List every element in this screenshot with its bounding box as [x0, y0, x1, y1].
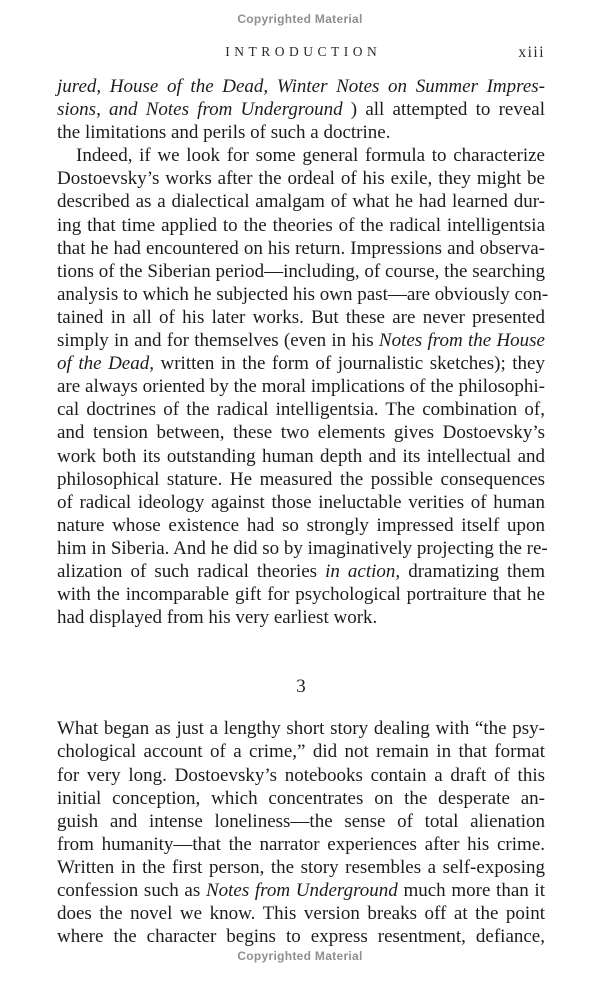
text-run: What began as just a lengthy short story dealing with “the psy-	[57, 718, 545, 740]
text-line	[57, 787, 545, 810]
chapter-title: INTRODUCTION	[225, 44, 382, 59]
text-line	[57, 514, 545, 537]
text-line	[57, 902, 545, 925]
text-run: chological account of a crime,” did not remain in that format	[57, 741, 545, 763]
copyright-notice-top: Copyrighted Material	[237, 12, 363, 26]
text-run: nature whose existence had so strongly impressed itself upon	[57, 514, 545, 536]
text-run: him in Siberia. And he did so by imaginatively projecting the re-	[57, 537, 548, 559]
section-number: 3	[296, 676, 306, 698]
text-line	[57, 283, 549, 306]
paragraph	[57, 717, 545, 948]
text-run: philosophical stature. He measured the possible consequences	[57, 468, 545, 490]
text-run: Written in the first person, the story resembles a self-exposing	[57, 856, 545, 878]
text-run: guish and intense loneliness—the sense of total alienation	[57, 810, 545, 832]
text-run: described as a dialectical amalgam of what he had learned dur-	[57, 191, 545, 213]
text-line	[57, 190, 545, 213]
text-run: of radical ideology against those ineluctable verities of human	[57, 491, 545, 513]
text-run: tions of the Siberian period—including, of course, the searching	[57, 260, 545, 282]
text-run: dramatizing them	[400, 560, 545, 582]
text-line	[57, 740, 545, 763]
text-run: with the incomparable gift for psychological portraiture that he	[57, 584, 545, 606]
text-line	[57, 121, 545, 144]
page-number: xiii	[518, 44, 545, 61]
text-run: ) all attempted to reveal	[342, 99, 545, 121]
text-line	[57, 764, 545, 787]
text-run: Indeed, if we look for some general formula to characterize	[76, 145, 545, 167]
text-run: the limitations and perils of such a doctrine.	[57, 122, 391, 144]
text-line	[57, 717, 545, 740]
text-line	[57, 306, 545, 329]
text-line	[57, 925, 545, 948]
text-run: tained in all of his later works. But these are never presented	[57, 306, 545, 328]
text-line	[57, 375, 545, 398]
paragraph	[57, 75, 545, 144]
text-run: confession such as	[57, 880, 206, 901]
text-run: initial conception, which concentrates on the desperate an-	[57, 787, 545, 809]
text-run: ing that time applied to the theories of the radical intelligentsia	[57, 214, 545, 236]
text-line	[57, 75, 545, 98]
text-line	[57, 98, 545, 121]
text-run: that he had encountered on his return. Impressions and observa-	[57, 237, 545, 259]
text-line	[57, 445, 545, 468]
text-line	[57, 144, 545, 167]
italic-text-run: of the Dead,	[57, 353, 154, 375]
italic-text-run: jured, House of the Dead, Winter Notes on Summer Impres-	[57, 76, 545, 97]
text-line	[57, 398, 545, 421]
text-run: cal doctrines of the radical intelligentsia. The combination of,	[57, 399, 545, 421]
text-line	[57, 810, 545, 833]
text-run: alization of such radical theories	[57, 560, 326, 582]
text-run: had displayed from his very earliest work.	[57, 607, 378, 629]
text-line	[57, 537, 548, 560]
text-line	[57, 260, 545, 283]
text-run: and tension between, these two elements gives Dostoevsky’s	[57, 422, 545, 444]
text-line	[57, 833, 545, 856]
text-line	[57, 214, 545, 237]
text-run: written in the form of journalistic sketches); they	[153, 353, 545, 375]
text-run: work both its outstanding human depth and its intellectual and	[57, 445, 545, 467]
text-run: analysis to which he subjected his own past—are obviously con-	[57, 283, 549, 305]
italic-text-run: in action,	[325, 560, 401, 582]
text-run: does the novel we know. This version breaks off at the point	[57, 903, 545, 925]
text-line	[57, 352, 545, 375]
text-line	[57, 606, 545, 629]
text-line	[57, 167, 545, 190]
text-run: for very long. Dostoevsky’s notebooks contain a draft of this	[57, 764, 545, 786]
text-run: much more than it	[397, 880, 545, 901]
body-text	[57, 75, 549, 948]
text-line	[57, 560, 545, 583]
text-line	[57, 856, 545, 879]
text-line	[57, 421, 545, 444]
italic-text-run: sions, and Notes from Underground	[57, 99, 343, 121]
text-line	[57, 879, 545, 902]
text-line	[57, 329, 545, 352]
text-run: from humanity—that the narrator experiences after his crime.	[57, 833, 545, 855]
running-head	[57, 44, 545, 64]
copyright-notice-bottom: Copyrighted Material	[237, 949, 363, 963]
paragraph	[57, 144, 549, 629]
text-run: Dostoevsky’s works after the ordeal of his exile, they might be	[57, 168, 545, 190]
italic-text-run: Notes from the House	[378, 330, 545, 352]
text-run: where the character begins to express resentment, defiance,	[57, 926, 545, 948]
text-run: are always oriented by the moral implications of the philosophi-	[57, 376, 545, 398]
text-line	[57, 491, 545, 514]
text-line	[57, 468, 545, 491]
text-line	[57, 237, 545, 260]
italic-text-run: Notes from Underground	[205, 880, 398, 901]
text-run: simply in and for themselves (even in his	[57, 330, 379, 352]
text-line	[57, 583, 545, 606]
